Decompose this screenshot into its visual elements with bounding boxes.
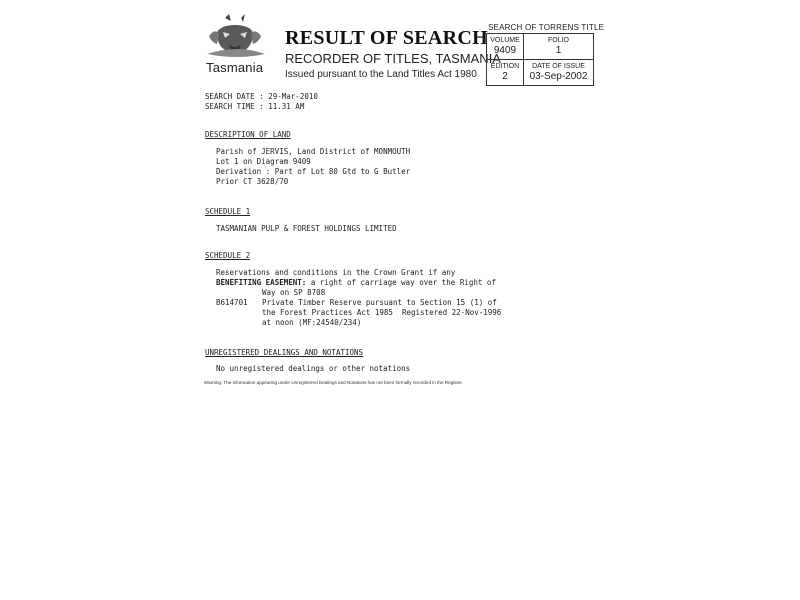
- folio-cell: [524, 34, 594, 60]
- volume-value: 9409: [493, 45, 517, 56]
- office-subtitle: RECORDER OF TITLES, TASMANIA: [285, 51, 501, 66]
- dealing-line: Private Timber Reserve pursuant to Section 15 (1) of: [262, 298, 497, 307]
- dealing-number: B614701: [216, 298, 248, 307]
- schedule-2-line: Reservations and conditions in the Crown Grant if any: [216, 268, 456, 277]
- folio-value: 1: [555, 45, 562, 56]
- issued-under-line: Issued pursuant to the Land Titles Act 1980: [285, 69, 477, 80]
- schedule-2-heading: SCHEDULE 2: [205, 251, 251, 260]
- edition-cell: [487, 60, 524, 86]
- registered-proprietor: TASMANIAN PULP & FOREST HOLDINGS LIMITED: [216, 224, 397, 233]
- torrens-title-label: SEARCH OF TORRENS TITLE: [488, 23, 605, 32]
- volume-cell: [487, 34, 524, 60]
- page-title: RESULT OF SEARCH: [285, 27, 489, 49]
- schedule-1-heading: SCHEDULE 1: [205, 207, 251, 216]
- volume-label: VOLUME: [490, 37, 520, 44]
- logo-wordmark: Tasmania: [206, 60, 264, 75]
- easement-text: a right of carriage way over the Right of: [306, 278, 496, 287]
- volume-folio-table: [486, 33, 594, 86]
- easement-line: [216, 278, 496, 287]
- tasmanian-devil-icon: [203, 14, 273, 62]
- search-date: SEARCH DATE : 29-Mar-2010: [205, 92, 318, 101]
- unregistered-line: No unregistered dealings or other notations: [216, 364, 411, 373]
- search-time: SEARCH TIME : 11.31 AM: [205, 102, 305, 111]
- date-of-issue-label: DATE OF ISSUE: [532, 63, 585, 70]
- easement-label: BENEFITING EASEMENT:: [216, 278, 307, 287]
- description-line: Derivation : Part of Lot 80 Gtd to G Butler: [216, 167, 411, 176]
- date-of-issue-value: 03-Sep-2002: [529, 71, 588, 82]
- folio-label: FOLIO: [547, 37, 569, 44]
- warning-note: Warning: The information appearing under Unregistered Dealings and Notations has not been formally recorded in the Register.: [204, 380, 463, 385]
- easement-continuation: Way on SP 8708: [262, 288, 326, 297]
- dealing-line: the Forest Practices Act 1985 Registered 22-Nov-1996: [262, 308, 502, 317]
- dealing-line: at noon (MF:24540/234): [262, 318, 362, 327]
- description-heading: DESCRIPTION OF LAND: [205, 130, 291, 139]
- description-line: Parish of JERVIS, Land District of MONMOUTH: [216, 147, 411, 156]
- edition-value: 2: [502, 71, 508, 82]
- description-line: Lot 1 on Diagram 9409: [216, 157, 311, 166]
- edition-label: EDITION: [490, 63, 520, 70]
- description-line: Prior CT 3628/70: [216, 177, 289, 186]
- unregistered-heading: UNREGISTERED DEALINGS AND NOTATIONS: [205, 348, 364, 357]
- date-of-issue-cell: [524, 60, 594, 86]
